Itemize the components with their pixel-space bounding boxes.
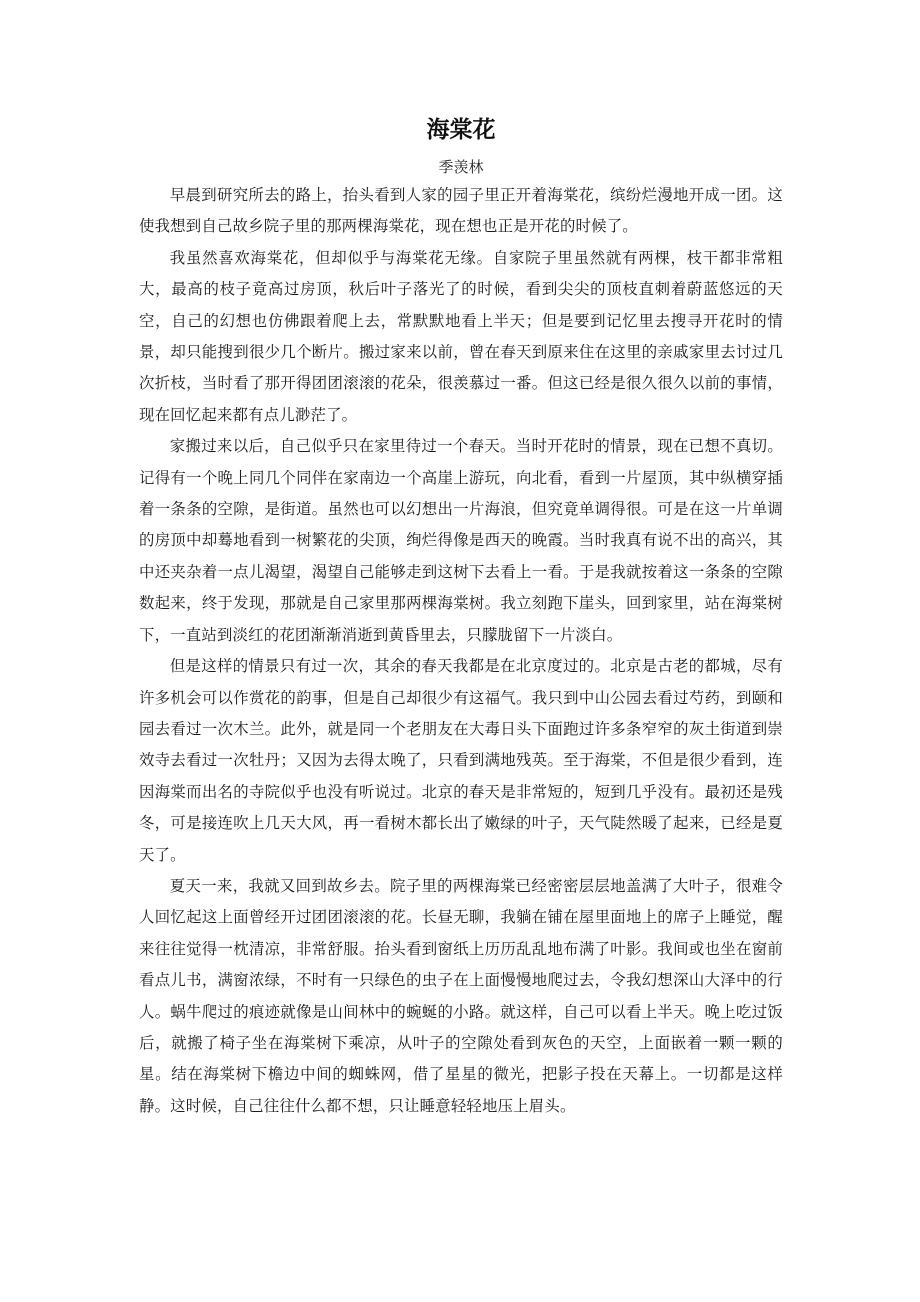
document-title: 海棠花	[426, 117, 496, 143]
paragraph-3: 家搬过来以后，自己似乎只在家里待过一个春天。当时开花时的情景，现在已想不真切。记得有一个晚上同几个同伴在家南边一个高崖上游玩，向北看，看到一片屋顶，其中纵横穿插着一条条的空隙，是街道。虽然也可以幻想出一片海浪，但究竟单调得很。可是在这一片单调的房顶中却蓦地看到一树繁花的尖顶，绚烂得像是西天的晚霞。当时我真有说不出的高兴，其中还夹杂着一点儿渴望，渴望自己能够走到这树下去看上一看。于是我就按着这一条条的空隙数起来，终于发现，那就是自己家里那两棵海棠树。我立刻跑下崖头，回到家里，站在海棠树下，一直站到淡红的花团渐渐消逝到黄昏里去，只朦胧留下一片淡白。	[139, 437, 783, 644]
document-page	[139, 110, 783, 1122]
paragraph-4: 但是这样的情景只有过一次，其余的春天我都是在北京度过的。北京是古老的都城，尽有许多机会可以作赏花的韵事，但是自己却很少有这福气。我只到中山公园去看过芍药，到颐和园去看过一次木兰。此外，就是同一个老朋友在大毒日头下面跑过许多条窄窄的灰土街道到崇效寺去看过一次牡丹；又因为去得太晚了，只看到满地残英。至于海棠，不但是很少看到，连因海棠而出名的寺院似乎也没有听说过。北京的春天是非常短的，短到几乎没有。最初还是残冬，可是接连吹上几天大风，再一看树木都长出了嫩绿的叶子，天气陡然暖了起来，已经是夏天了。	[139, 657, 783, 864]
author-name: 季羡林	[438, 158, 484, 176]
paragraph-2: 我虽然喜欢海棠花，但却似乎与海棠花无缘。自家院子里虽然就有两棵，枝干都非常粗大，最高的枝子竟高过房顶，秋后叶子落光了的时候，看到尖尖的顶枝直刺着蔚蓝悠远的天空，自己的幻想也仿佛跟着爬上去，常默默地看上半天；但是要到记忆里去搜寻开花时的情景，却只能搜到很少几个断片。搬过家来以前，曾在春天到原来住在这里的亲戚家里去讨过几次折枝，当时看了那开得团团滚滚的花朵，很羡慕过一番。但这已经是很久很久以前的事情，现在回忆起来都有点儿渺茫了。	[139, 248, 783, 424]
paragraph-1: 早晨到研究所去的路上，抬头看到人家的园子里正开着海棠花，缤纷烂漫地开成一团。这使我想到自己故乡院子里的那两棵海棠花，现在想也正是开花的时候了。	[139, 186, 783, 236]
paragraph-5: 夏天一来，我就又回到故乡去。院子里的两棵海棠已经密密层层地盖满了大叶子，很难令人回忆起这上面曾经开过团团滚滚的花。长昼无聊，我躺在铺在屋里面地上的席子上睡觉，醒来往往觉得一枕清凉，非常舒服。抬头看到窗纸上历历乱乱地布满了叶影。我间或也坐在窗前看点儿书，满窗浓绿，不时有一只绿色的虫子在上面慢慢地爬过去，令我幻想深山大泽中的行人。蜗牛爬过的痕迹就像是山间林中的蜿蜒的小路。就这样，自己可以看上半天。晚上吃过饭后，就搬了椅子坐在海棠树下乘凉，从叶子的空隙处看到灰色的天空，上面嵌着一颗一颗的星。结在海棠树下檐边中间的蜘蛛网，借了星星的微光，把影子投在天幕上。一切都是这样静。这时候，自己往往什么都不想，只让睡意轻轻地压上眉头。	[139, 876, 783, 1115]
